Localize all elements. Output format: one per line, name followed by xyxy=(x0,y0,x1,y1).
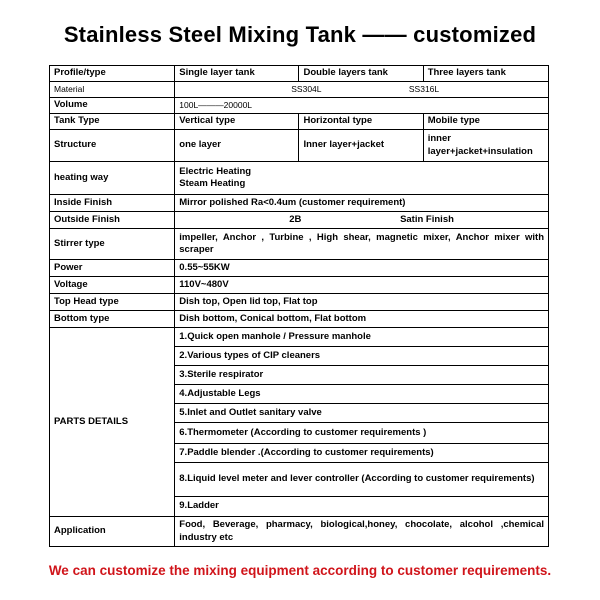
cell-value: Double layers tank xyxy=(299,66,423,82)
cell-value: Mirror polished Ra<0.4um (customer requirement) xyxy=(175,195,549,212)
row-label: Inside Finish xyxy=(50,195,175,212)
parts-item: 2.Various types of CIP cleaners xyxy=(175,347,549,366)
page-title: Stainless Steel Mixing Tank —— customized xyxy=(63,22,537,47)
table-row xyxy=(50,517,549,547)
structure-line-1: inner xyxy=(427,133,451,144)
cell-value: one layer xyxy=(175,130,299,162)
cell-value: Single layer tank xyxy=(175,66,299,82)
cell-value: Dish top, Open lid top, Flat top xyxy=(175,294,549,311)
row-label: heating way xyxy=(50,162,175,195)
table-row xyxy=(50,229,549,260)
cell-value: 100L———20000L xyxy=(175,98,549,114)
cell-value: Dish bottom, Conical bottom, Flat bottom xyxy=(175,311,549,328)
finish-satin: Satin Finish xyxy=(400,213,454,225)
cell-value xyxy=(175,212,549,229)
table-row xyxy=(50,66,549,82)
structure-line-2: layer+jacket+insulation xyxy=(427,145,533,157)
cell-value: 0.55~55KW xyxy=(175,260,549,277)
row-label: Power xyxy=(50,260,175,277)
material-ss316l: SS316L xyxy=(408,84,440,95)
footer-note: We can customize the mixing equipment according to customer requirements. xyxy=(48,563,552,578)
row-label: Structure xyxy=(50,130,175,162)
cell-value: 110V~480V xyxy=(175,277,549,294)
row-label: Volume xyxy=(50,98,175,114)
row-label: Profile/type xyxy=(50,66,175,82)
parts-item: 4.Adjustable Legs xyxy=(175,385,549,404)
cell-value: Vertical type xyxy=(175,114,299,130)
cell-value xyxy=(423,130,548,162)
table-row xyxy=(50,98,549,114)
table-row xyxy=(50,311,549,328)
row-label: Bottom type xyxy=(50,311,175,328)
cell-value: Horizontal type xyxy=(299,114,423,130)
cell-value: Three layers tank xyxy=(423,66,548,82)
cell-value: Food, Beverage, pharmacy, biological,honey, chocolate, alcohol ,chemical industry etc xyxy=(175,517,549,547)
table-row xyxy=(50,114,549,130)
table-row xyxy=(50,82,549,98)
row-label: Outside Finish xyxy=(50,212,175,229)
table-row xyxy=(50,162,549,195)
table-row xyxy=(50,328,549,347)
cell-value: impeller, Anchor , Turbine , High shear, magnetic mixer, Anchor mixer with scraper xyxy=(175,229,549,260)
parts-item: 1.Quick open manhole / Pressure manhole xyxy=(175,328,549,347)
row-label: Top Head type xyxy=(50,294,175,311)
cell-value xyxy=(175,162,549,195)
table-row xyxy=(50,195,549,212)
heating-steam: Steam Heating xyxy=(179,178,246,189)
spec-table xyxy=(49,65,549,547)
row-label: Application xyxy=(50,517,175,547)
row-label: Stirrer type xyxy=(50,229,175,260)
parts-item: 8.Liquid level meter and lever controller (According to customer requirements) xyxy=(175,463,549,497)
row-label: Material xyxy=(50,82,175,98)
row-label: Tank Type xyxy=(50,114,175,130)
table-row xyxy=(50,294,549,311)
cell-value xyxy=(175,82,549,98)
parts-item: 7.Paddle blender .(According to customer requirements) xyxy=(175,444,549,463)
table-row xyxy=(50,277,549,294)
table-row xyxy=(50,260,549,277)
table-row xyxy=(50,212,549,229)
cell-value: Mobile type xyxy=(423,114,548,130)
row-label: PARTS DETAILS xyxy=(50,328,175,517)
parts-item: 5.Inlet and Outlet sanitary valve xyxy=(175,404,549,423)
parts-item: 6.Thermometer (According to customer requirements ) xyxy=(175,423,549,444)
heating-electric: Electric Heating xyxy=(179,165,252,177)
row-label: Voltage xyxy=(50,277,175,294)
finish-2b: 2B xyxy=(289,213,302,225)
material-ss304l: SS304L xyxy=(291,84,322,95)
parts-item: 9.Ladder xyxy=(175,497,549,517)
parts-item: 3.Sterile respirator xyxy=(175,366,549,385)
cell-value: Inner layer+jacket xyxy=(299,130,423,162)
table-row xyxy=(50,130,549,162)
